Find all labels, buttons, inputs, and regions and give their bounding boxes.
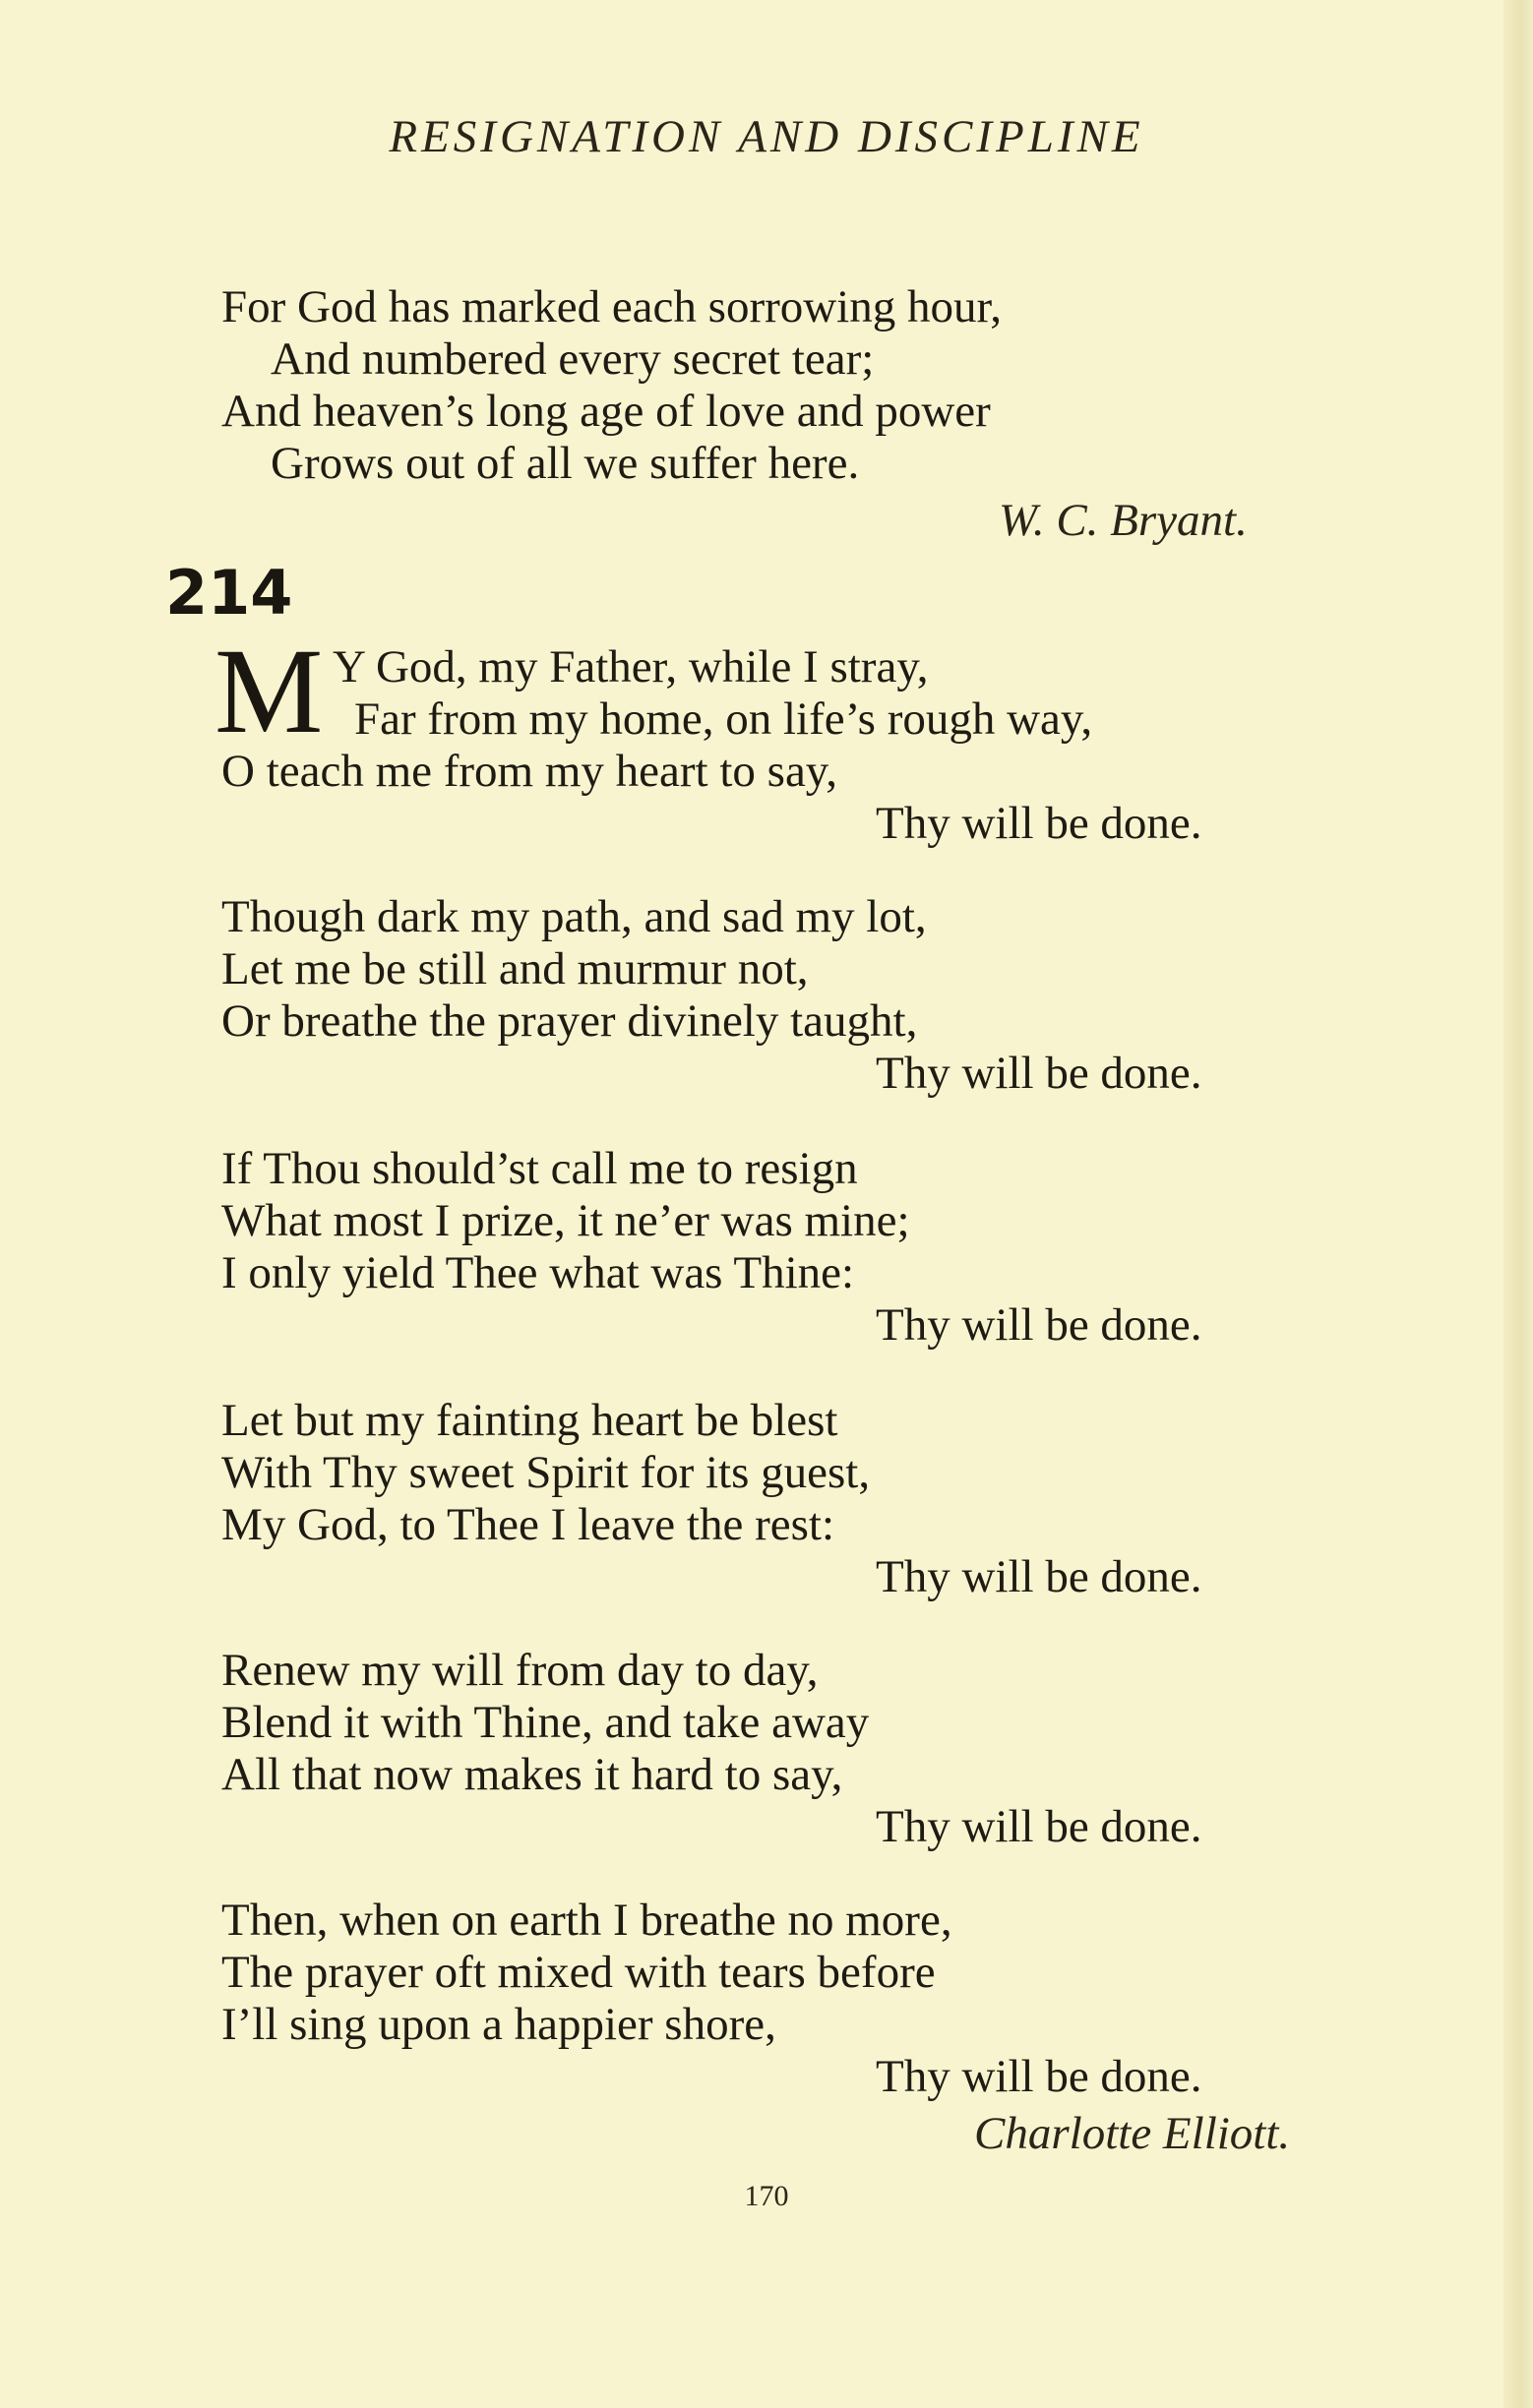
verse-line: Or breathe the prayer divinely taught, — [221, 995, 918, 1047]
stanza-4 — [221, 1395, 1402, 1603]
verse-line: Grows out of all we suffer here. — [271, 438, 860, 489]
verse-line: The prayer oft mixed with tears before — [221, 1947, 936, 1998]
verse-line: My God, to Thee I leave the rest: — [221, 1499, 835, 1550]
verse-line: And numbered every secret tear; — [271, 333, 875, 385]
verse-line: Blend it with Thine, and take away — [221, 1697, 870, 1748]
stanza-5 — [221, 1645, 1402, 1853]
refrain-line: Thy will be done. — [876, 2051, 1202, 2102]
verse-line: Then, when on earth I breathe no more, — [221, 1895, 952, 1946]
stanza-3 — [221, 1143, 1402, 1352]
verse-line: What most I prize, it ne’er was mine; — [221, 1195, 910, 1246]
refrain-line: Thy will be done. — [876, 1551, 1202, 1602]
stanza-6 — [221, 1895, 1402, 2103]
verse-line: Far from my home, on life’s rough way, — [354, 693, 1093, 745]
page-edge-shadow — [1503, 0, 1533, 2408]
verse-line: Renew my will from day to day, — [221, 1645, 819, 1696]
refrain-line: Thy will be done. — [876, 1048, 1202, 1099]
refrain-line: Thy will be done. — [876, 1801, 1202, 1852]
stanza-2 — [221, 891, 1402, 1100]
verse-line: And heaven’s long age of love and power — [221, 386, 991, 437]
hymn-author: Charlotte Elliott. — [974, 2108, 1291, 2159]
verse-line: If Thou should’st call me to resign — [221, 1143, 858, 1194]
verse-line: Let me be still and murmur not, — [221, 943, 809, 994]
drop-cap: M — [215, 624, 324, 758]
verse-line: I only yield Thee what was Thine: — [221, 1247, 855, 1298]
refrain-line: Thy will be done. — [876, 1299, 1202, 1351]
verse-line: O teach me from my heart to say, — [221, 746, 838, 797]
verse-line: I’ll sing upon a happier shore, — [221, 1999, 776, 2050]
page-number: 170 — [744, 2180, 789, 2212]
running-head: RESIGNATION AND DISCIPLINE — [389, 111, 1144, 162]
previous-hymn-stanza — [221, 281, 1402, 490]
verse-line: All that now makes it hard to say, — [221, 1749, 843, 1800]
verse-line: With Thy sweet Spirit for its guest, — [221, 1447, 871, 1498]
verse-line: For God has marked each sorrowing hour, — [221, 281, 1003, 332]
stanza-1 — [221, 641, 1402, 850]
hymn-number: 214 — [165, 557, 293, 629]
verse-line: Y God, my Father, while I stray, — [333, 641, 929, 692]
verse-line: Let but my fainting heart be blest — [221, 1395, 838, 1446]
refrain-line: Thy will be done. — [876, 798, 1202, 849]
previous-hymn-author: W. C. Bryant. — [999, 495, 1248, 546]
verse-line: Though dark my path, and sad my lot, — [221, 891, 927, 942]
